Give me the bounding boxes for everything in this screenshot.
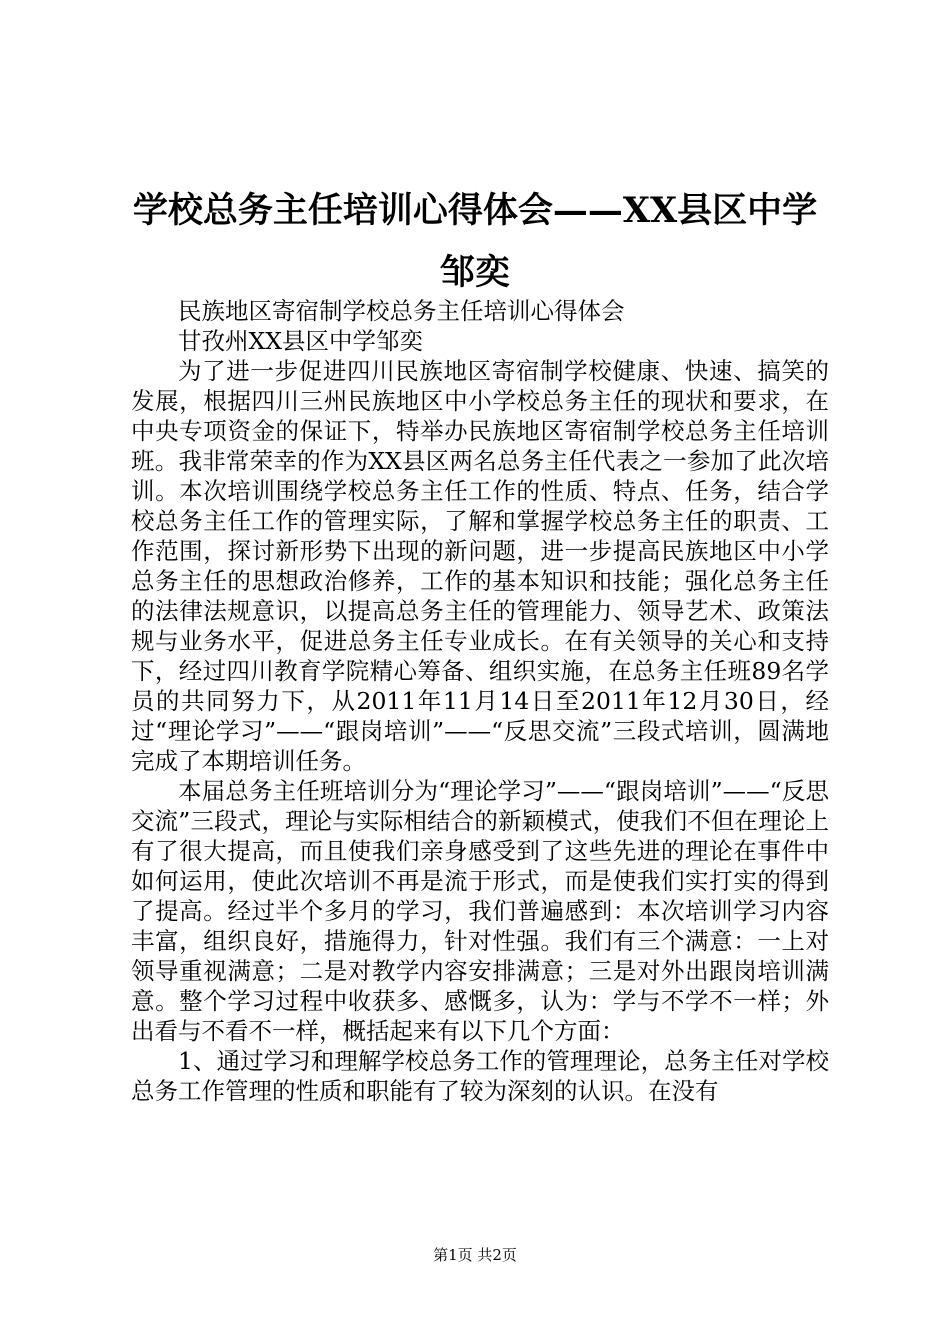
author-line: 甘孜州XX县区中学邹奕 xyxy=(178,327,423,355)
document-body xyxy=(131,296,829,1106)
page-footer: 第1页 共2页 xyxy=(433,1246,517,1264)
subtitle-line: 民族地区寄宿制学校总务主任培训心得体会 xyxy=(178,297,625,325)
paragraph: 1、通过学习和理解学校总务工作的管理理论，总务主任对学校总务工作管理的性质和职能有了较为深刻的认识。在没有 xyxy=(131,1047,829,1105)
paragraph: 为了进一步促进四川民族地区寄宿制学校健康、快速、搞笑的发展，根据四川三州民族地区中小学校总务主任的现状和要求，在中央专项资金的保证下，特举办民族地区寄宿制学校总务主任培训班。我非常荣幸的作为XX县区两名总务主任代表之一参加了此次培训。本次培训围绕学校总务主任工作的性质、特点、任务，结合学校总务主任工作的管理实际，了解和掌握学校总务主任的职责、工作范围，探讨新形势下出现的新问题，进一步提高民族地区中小学总务主任的思想政治修养，工作的基本知识和技能；强化总务主任的法律法规意识，以提高总务主任的管理能力、领导艺术、政策法规与业务水平，促进总务主任专业成长。在有关领导的关心和支持下，经过四川教育学院精心筹备、组织实施，在总务主任班89名学员的共同努力下，从2011年11月14日至2011年12月30日，经过“理论学习”——“跟岗培训”——“反思交流”三段式培训，圆满地完成了本期培训任务。 xyxy=(131,357,829,775)
paragraph: 本届总务主任班培训分为“理论学习”——“跟岗培训”——“反思交流”三段式，理论与实际相结合的新颖模式，使我们不但在理论上有了很大提高，而且使我们亲身感受到了这些先进的理论在事件中如何运用，使此次培训不再是流于形式，而是使我们实打实的得到了提高。经过半个多月的学习，我们普遍感到：本次培训学习内容丰富，组织良好，措施得力，针对性强。我们有三个满意：一上对领导重视满意；二是对教学内容安排满意；三是对外出跟岗培训满意。整个学习过程中收获多、感慨多，认为：学与不学不一样；外出看与不看不一样，概括起来有以下几个方面： xyxy=(131,777,829,1045)
document-title: 学校总务主任培训心得体会——XX县区中学邹奕 xyxy=(132,190,818,293)
